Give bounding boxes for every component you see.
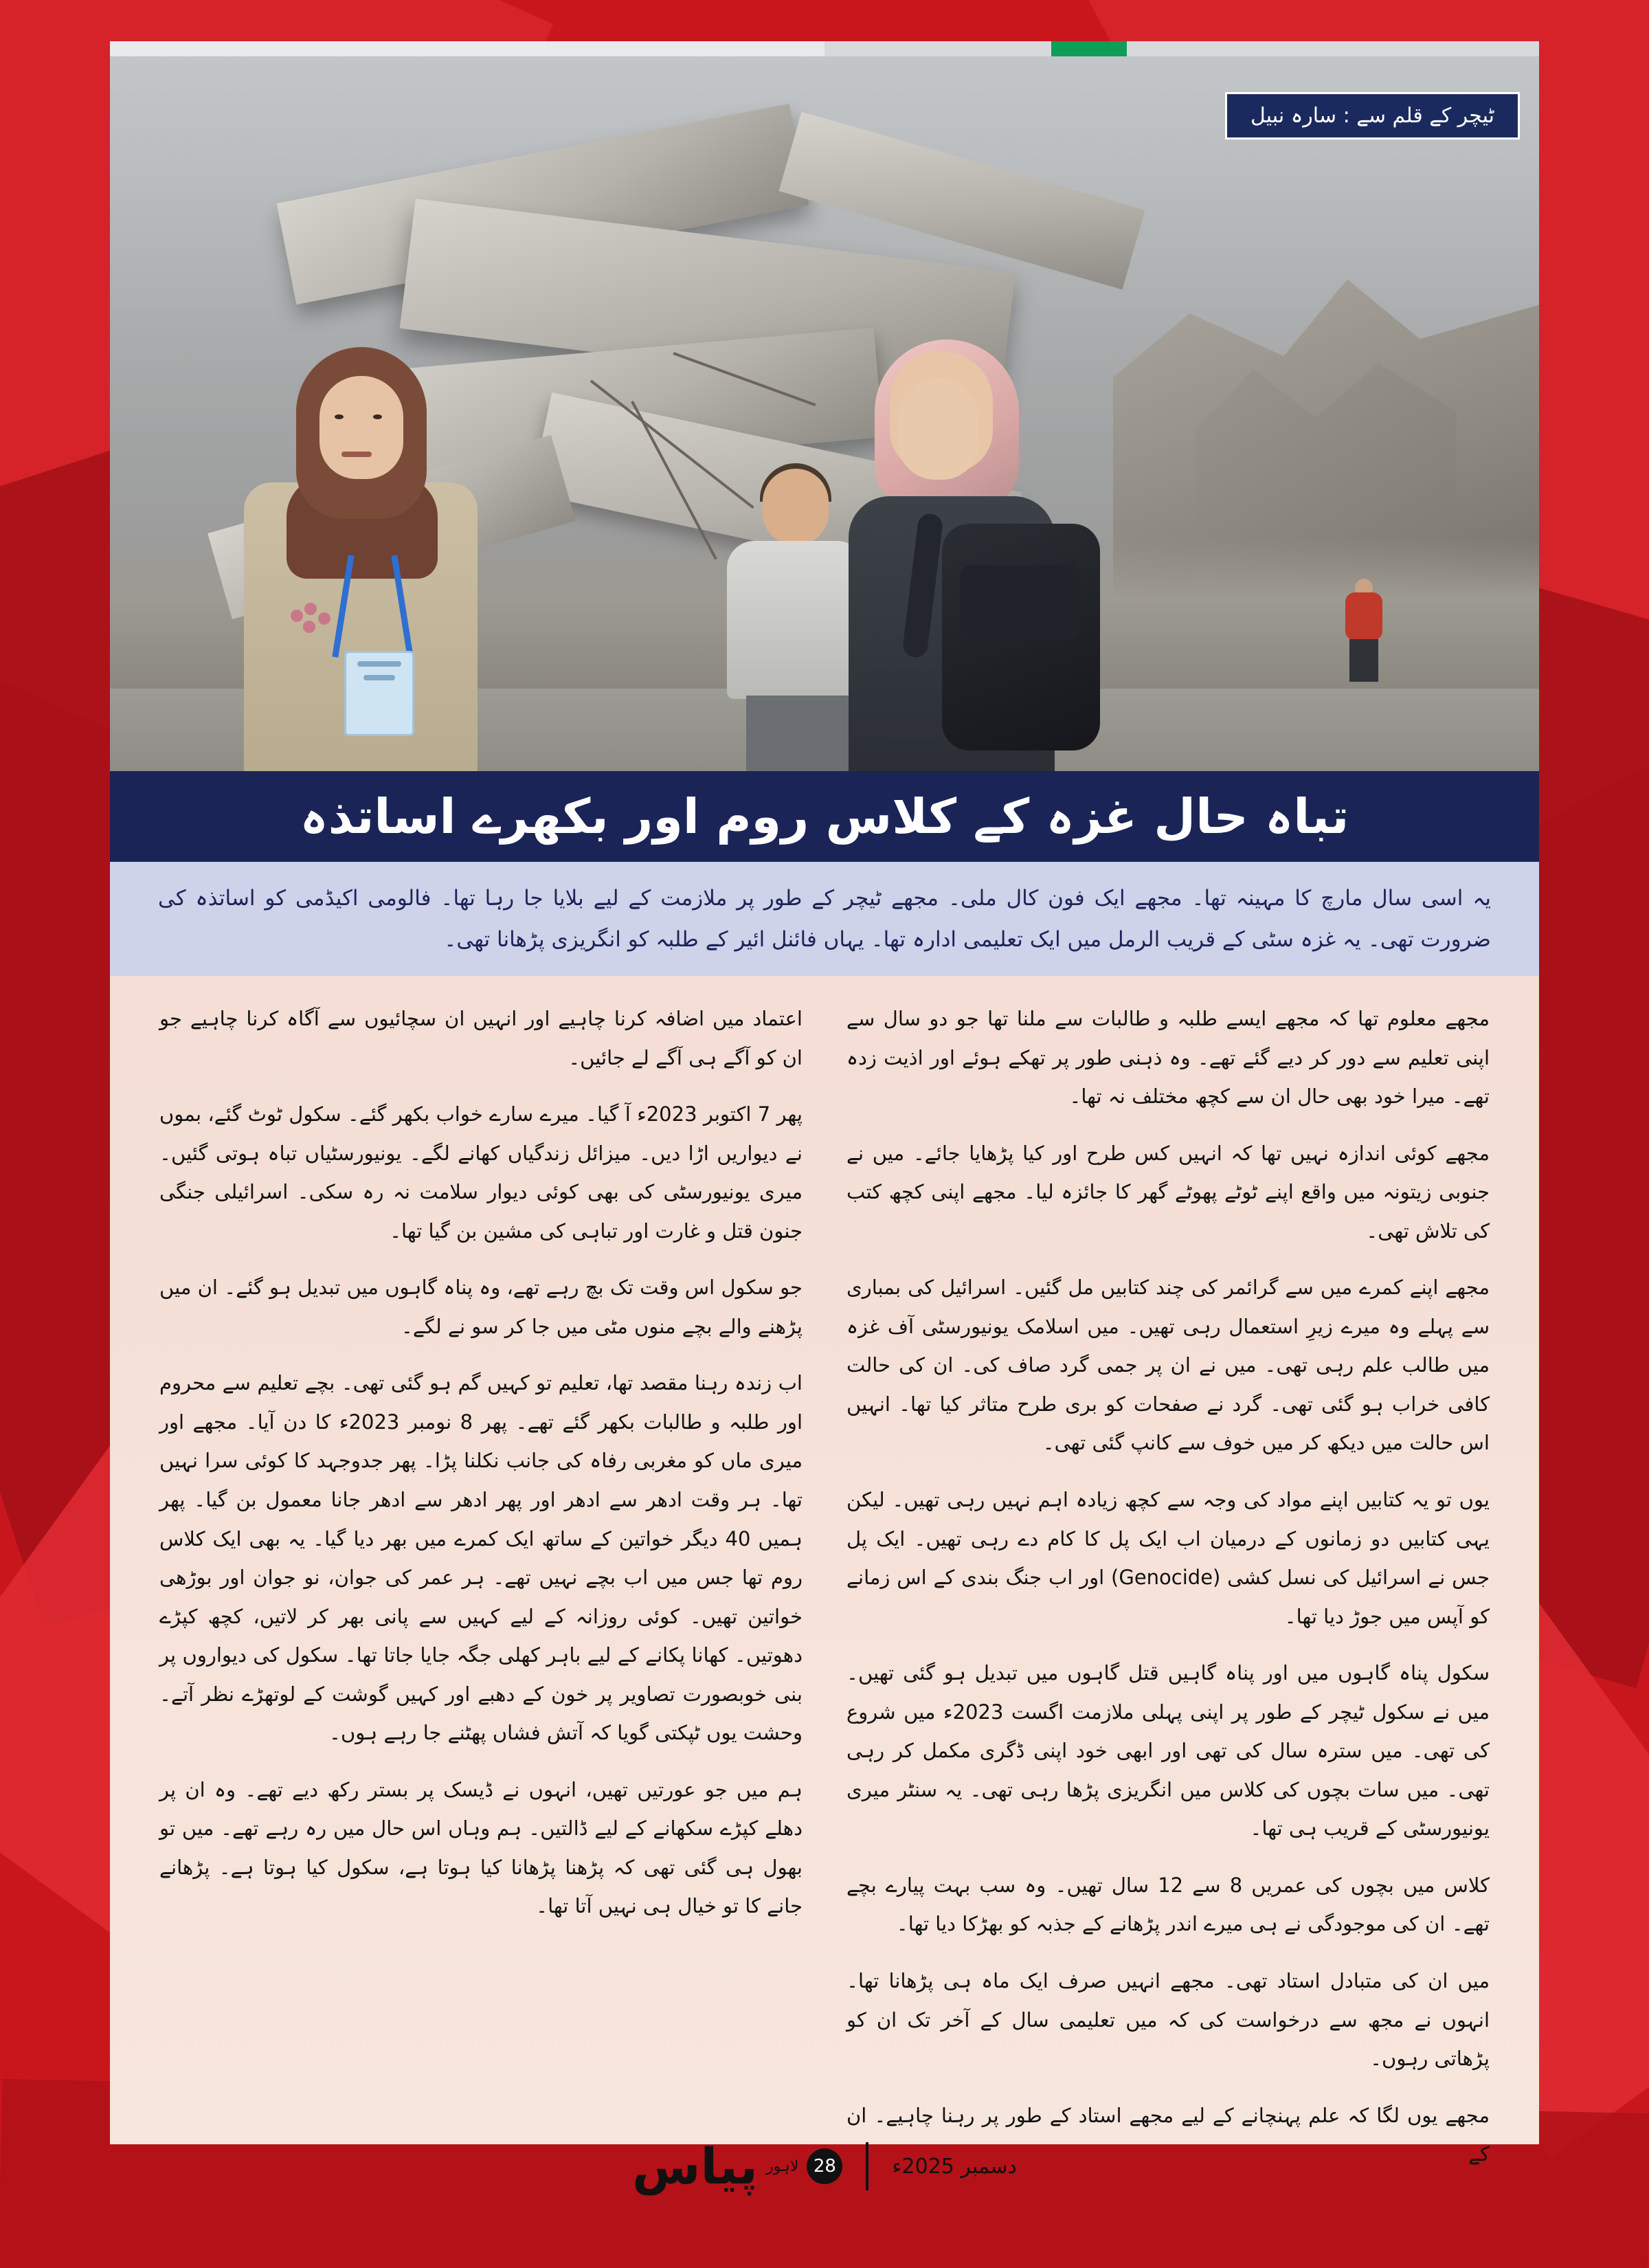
issue-date: دسمبر 2025ء <box>892 2154 1017 2179</box>
paragraph: یوں تو یہ کتابیں اپنے مواد کی وجہ سے کچھ زیادہ اہم نہیں رہی تھیں۔ لیکن یہی کتابیں دو زمانوں کے درمیان اب ایک پل کا کام دے رہی تھیں۔ ایک پل جس نے اسرائیل کی نسل کشی (Genocide) اور اب جنگ بندی کے اس زمانے کو آپس میں جوڑ دیا تھا۔ <box>846 1488 1490 1628</box>
page-title: تباہ حال غزہ کے کلاس روم اور بکھرے اساتذہ <box>300 788 1349 845</box>
page-number-badge: 28 <box>807 2148 842 2184</box>
column-right <box>824 999 1512 2166</box>
article-deck <box>110 862 1539 976</box>
headline-band <box>110 771 1539 862</box>
portrait-brooch-icon <box>291 603 339 644</box>
deck-text: یہ اسی سال مارچ کا مہینہ تھا۔ مجھے ایک فون کال ملی۔ مجھے ٹیچر کے طور پر ملازمت کے لیے بلایا جا رہا تھا۔ فالومی اکیڈمی کو اساتذہ کی ضرورت تھی۔ یہ غزہ سٹی کے قریب الرمل میں ایک تعلیمی ادارہ تھا۔ یہاں فائنل ائیر کے طلبہ کو انگریزی پڑھانا تھی۔ <box>158 885 1491 952</box>
portrait-face <box>319 376 403 479</box>
strip-segment-grey-1 <box>1127 41 1539 56</box>
paragraph: مجھے اپنے کمرے میں سے گرائمر کی چند کتابیں مل گئیں۔ اسرائیل کی بمباری سے پہلے وہ میرے زیرِ استعمال رہی تھیں۔ میں اسلامک یونیورسٹی آف غزہ میں طالب علم رہی تھی۔ میں نے ان پر جمی گرد صاف کی۔ ان کی حالت کافی خراب ہو گئی تھی۔ گرد نے صفحات کو بری طرح متاثر کیا تھا۔ انہیں اس حالت میں دیکھ کر میں خوف سے کانپ گئی تھی۔ <box>846 1276 1490 1455</box>
distant-person-legs <box>1349 639 1378 682</box>
strip-segment-grey-3 <box>110 41 824 56</box>
paragraph: ہم میں جو عورتیں تھیں، انہوں نے ڈیسک پر بستر رکھ دیے تھے۔ وہ ان پر دھلے کپڑے سکھانے کے لیے ڈالتیں۔ ہم وہاں اس حال میں رہ رہے تھے۔ میں تو بھول ہی گئی تھی کہ پڑھنا پڑھانا کیا ہوتا ہے، سکول کیا ہوتا ہے۔ پڑھانے جانے کا تو خیال ہی نہیں آتا تھا۔ <box>159 1777 803 1918</box>
strip-segment-green <box>1051 41 1127 56</box>
paragraph: مجھے یوں لگا کہ علم پہنچانے کے لیے مجھے استاد کے طور پر رہنا چاہیے۔ ان کے <box>846 2103 1490 2166</box>
portrait-eye-right <box>373 414 382 419</box>
footer-divider <box>866 2142 868 2190</box>
photo-student-figure <box>807 352 1103 771</box>
distant-person-shirt <box>1345 592 1382 641</box>
paragraph: مجھے معلوم تھا کہ مجھے ایسے طلبہ و طالبات سے ملنا تھا جو دو سال سے اپنی تعلیم سے دور کر دیے گئے تھے۔ وہ ذہنی طور پر تھکے ہوئے اور اذیت زدہ تھے۔ میرا خود بھی حال ان سے کچھ مختلف نہ تھا۔ <box>846 1007 1490 1109</box>
portrait-id-badge <box>344 651 414 736</box>
author-tag: ٹیچر کے قلم سے : سارہ نبیل <box>1225 92 1520 140</box>
logo-city: لاہور <box>765 2157 799 2175</box>
column-left <box>137 999 824 2144</box>
magazine-page <box>110 41 1539 2227</box>
logo-wordmark: پیاس <box>632 2137 758 2195</box>
paragraph: جو سکول اس وقت تک بچ رہے تھے، وہ پناہ گاہوں میں تبدیل ہو گئے۔ ان میں پڑھنے والے بچے منوں مٹی میں جا کر سو نے لگے۔ <box>159 1276 803 1338</box>
top-colour-strip <box>110 41 1539 56</box>
paragraph: اعتماد میں اضافہ کرنا چاہیے اور انہیں ان سچائیوں سے آگاہ کرنا چاہیے جو ان کو آگے ہی آگے لے جائیں۔ <box>159 1007 803 1069</box>
masthead-logo <box>632 2137 842 2195</box>
backpack-icon <box>942 524 1100 751</box>
portrait-eye-left <box>335 414 344 419</box>
paragraph: مجھے کوئی اندازہ نہیں تھا کہ انہیں کس طرح اور کیا پڑھایا جائے۔ میں نے جنوبی زیتونہ میں واقع اپنے ٹوٹے پھوٹے گھر کا جائزہ لیا۔ مجھے اپنی کچھ کتب کی تلاش تھی۔ <box>846 1141 1490 1243</box>
page-footer <box>110 2125 1539 2208</box>
student-face <box>898 378 979 480</box>
paragraph: کلاس میں بچوں کی عمریں 8 سے 12 سال تھیں۔ وہ سب بہت پیارے بچے تھے۔ ان کی موجودگی نے ہی میرے اندر پڑھانے کے جذبہ کو بھڑکا دیا تھا۔ <box>846 1873 1490 1936</box>
author-portrait-inset <box>237 328 484 771</box>
hero-photo <box>110 56 1539 771</box>
paragraph: سکول پناہ گاہوں میں اور پناہ گاہیں قتل گاہوں میں تبدیل ہو گئی تھیں۔ میں نے سکول ٹیچر کے طور پر اپنی پہلی ملازمت اگست 2023ء میں شروع کی تھی۔ میں سترہ سال کی تھی اور ابھی خود اپنی ڈگری مکمل کر رہی تھی۔ میں سات بچوں کی کلاس میں انگریزی پڑھا رہی تھی۔ یہ سنٹر میری یونیورسٹی کے قریب ہی تھا۔ <box>846 1661 1490 1841</box>
strip-segment-grey-2 <box>824 41 1051 56</box>
photo-distant-person <box>1340 579 1388 682</box>
paragraph: اب زندہ رہنا مقصد تھا، تعلیم تو کہیں گم ہو گئی تھی۔ بچے تعلیم سے محروم اور طلبہ و طالبات بکھر گئے تھے۔ پھر 8 نومبر 2023ء کا دن آیا۔ مجھے اور میری ماں کو مغربی رفاہ کی جانب نکلنا پڑا۔ پھر جدوجہد کا کوئی سرا نہیں تھا۔ ہر وقت ادھر سے ادھر اور پھر ادھر سے ادھر جانا معمول بن گیا۔ پھر ہمیں 40 دیگر خواتین کے ساتھ ایک کمرے میں بھر دیا گیا۔ یہ بھی ایک کلاس روم تھا جس میں اب بچے نہیں تھے۔ ہر عمر کی جوان، نو جوان اور بوڑھی خواتین تھیں۔ کوئی روزانہ کے لیے کہیں سے پانی بھر کر لاتیں، کچھ کپڑے دھوتیں۔ کھانا پکانے کے لیے باہر کھلی جگہ جایا جاتا تھا۔ سکول کی دیواروں پر بنی خوبصورت تصاویر پر خون کے دھبے اور کہیں گوشت کے لوتھڑے نظر آتے۔ وحشت یوں ٹپکتی گویا کہ آتش فشاں پھٹنے جا رہے ہوں۔ <box>159 1371 803 1745</box>
paragraph: پھر 7 اکتوبر 2023ء آ گیا۔ میرے سارے خواب بکھر گئے۔ سکول ٹوٹ گئے، بموں نے دیواریں اڑا دیں۔ میزائل زندگیاں کھانے لگے۔ یونیورسٹیاں تباہ ہوتی گئیں۔ میری یونیورسٹی کی بھی کوئی دیوار سلامت نہ رہ سکی۔ اسرائیلی جنگی جنون قتل و غارت اور تباہی کی مشین بن گیا تھا۔ <box>159 1102 803 1243</box>
portrait-mouth <box>341 452 372 457</box>
paragraph: میں ان کی متبادل استاد تھی۔ مجھے انہیں صرف ایک ماہ ہی پڑھانا تھا۔ انہوں نے مجھ سے درخواست کی کہ میں تعلیمی سال کے آخر تک ان کو پڑھاتی رہوں۔ <box>846 1969 1490 2071</box>
